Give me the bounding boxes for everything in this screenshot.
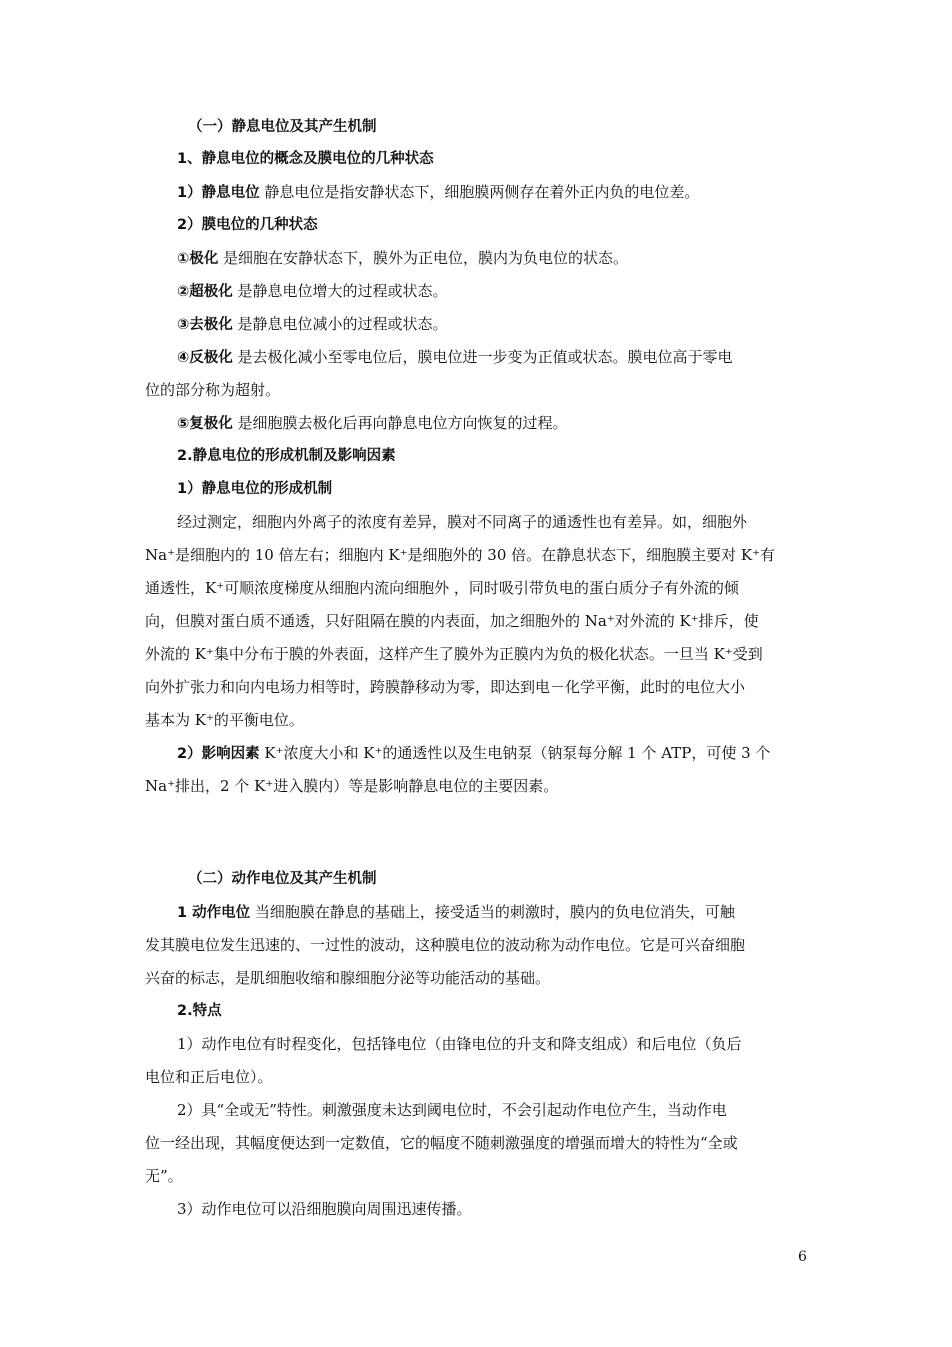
- section1-heading: （一）静息电位及其产生机制: [188, 119, 377, 135]
- state-text: 是静息电位减小的过程或状态。: [232, 315, 448, 333]
- page-number: 6: [798, 1249, 807, 1265]
- mechanism-heading: 1）静息电位的形成机制: [177, 481, 333, 497]
- ap-line: 发其膜电位发生迅速的、一过性的波动，这种膜电位的波动称为动作电位。它是可兴奋细胞: [145, 936, 746, 954]
- mechanism-line: Na⁺是细胞内的 10 倍左右；细胞内 K⁺是细胞外的 30 倍。在静息状态下，细胞膜主要对 K⁺有: [145, 546, 776, 564]
- state-hyperpolarization: [177, 280, 845, 303]
- state-label: ④反极化: [177, 350, 233, 366]
- state-label: ③去极化: [177, 317, 233, 333]
- feature1-line: 电位和正后电位）。: [145, 1068, 273, 1086]
- section2-heading: （二）动作电位及其产生机制: [188, 871, 377, 887]
- state-label: ①极化: [177, 251, 219, 267]
- state-depolarization: [177, 313, 845, 336]
- sub1-heading: 1、静息电位的概念及膜电位的几种状态: [177, 151, 434, 167]
- feature3-line: 3）动作电位可以沿细胞膜向周围迅速传播。: [177, 1200, 472, 1218]
- state-repolarization: [177, 412, 845, 435]
- sub2-heading: 2.静息电位的形成机制及影响因素: [177, 448, 396, 464]
- ap-line: 兴奋的标志，是肌细胞收缩和腺细胞分泌等功能活动的基础。: [145, 969, 551, 987]
- state-label: ⑤复极化: [177, 416, 233, 432]
- item1-paragraph: [177, 181, 845, 204]
- ap-label: 1 动作电位: [177, 905, 251, 921]
- feature2-line: 无”。: [145, 1167, 183, 1185]
- state-label: ②超极化: [177, 284, 233, 300]
- feature1-line: 1）动作电位有时程变化，包括锋电位（由锋电位的升支和降支组成）和后电位（负后: [177, 1035, 742, 1053]
- state-text: 是细胞在安静状态下，膜外为正电位，膜内为负电位的状态。: [218, 249, 629, 267]
- factor-paragraph: [177, 742, 845, 765]
- mechanism-line: 基本为 K⁺的平衡电位。: [145, 711, 304, 729]
- item1-text: 静息电位是指安静状态下，细胞膜两侧存在着外正内负的电位差。: [259, 183, 700, 201]
- ap-text: 当细胞膜在静息的基础上，接受适当的刺激时，膜内的负电位消失，可触: [250, 903, 735, 921]
- mechanism-line: 通透性，K⁺可顺浓度梯度从细胞内流向细胞外 ，同时吸引带负电的蛋白质分子有外流的倾: [145, 579, 739, 597]
- state-text: 是去极化减小至零电位后，膜电位进一步变为正值或状态。膜电位高于零电: [232, 348, 733, 366]
- factor-label: 2）影响因素: [177, 746, 260, 762]
- state-text: 是静息电位增大的过程或状态。: [232, 282, 448, 300]
- mechanism-line: 经过测定，细胞内外离子的浓度有差异，膜对不同离子的通透性也有差异。如，细胞外: [177, 513, 748, 531]
- features-heading: 2.特点: [177, 1003, 222, 1019]
- state-text: 是细胞膜去极化后再向静息电位方向恢复的过程。: [232, 414, 568, 432]
- factor-line: Na⁺排出，2 个 K⁺进入膜内）等是影响静息电位的主要因素。: [145, 777, 559, 795]
- factor-text: K⁺浓度大小和 K⁺的通透性以及生电钠泵（钠泵每分解 1 个 ATP，可使 3 个: [259, 744, 771, 762]
- ap-paragraph: [177, 901, 845, 924]
- mechanism-line: 向外扩张力和向内电场力相等时，跨膜静移动为零，即达到电－化学平衡，此时的电位大小: [145, 678, 746, 696]
- mechanism-line: 外流的 K⁺集中分布于膜的外表面，这样产生了膜外为正膜内为负的极化状态。一旦当 K⁺受到: [145, 645, 763, 663]
- state-polarization: [177, 247, 845, 270]
- item1-label: 1）静息电位: [177, 185, 260, 201]
- mechanism-line: 向，但膜对蛋白质不通透，只好阻隔在膜的内表面，加之细胞外的 Na⁺对外流的 K⁺排斥，使: [145, 612, 759, 630]
- state-reverse-polarization: [177, 346, 845, 369]
- state-reverse-polarization-cont: 位的部分称为超射。: [145, 381, 281, 399]
- item2-heading: 2）膜电位的几种状态: [177, 217, 318, 233]
- feature2-line: 2）具“全或无”特性。刺激强度未达到阈电位时，不会引起动作电位产生，当动作电: [177, 1101, 727, 1119]
- feature2-line: 位一经出现，其幅度便达到一定数值，它的幅度不随刺激强度的增强而增大的特性为“全或: [145, 1134, 738, 1152]
